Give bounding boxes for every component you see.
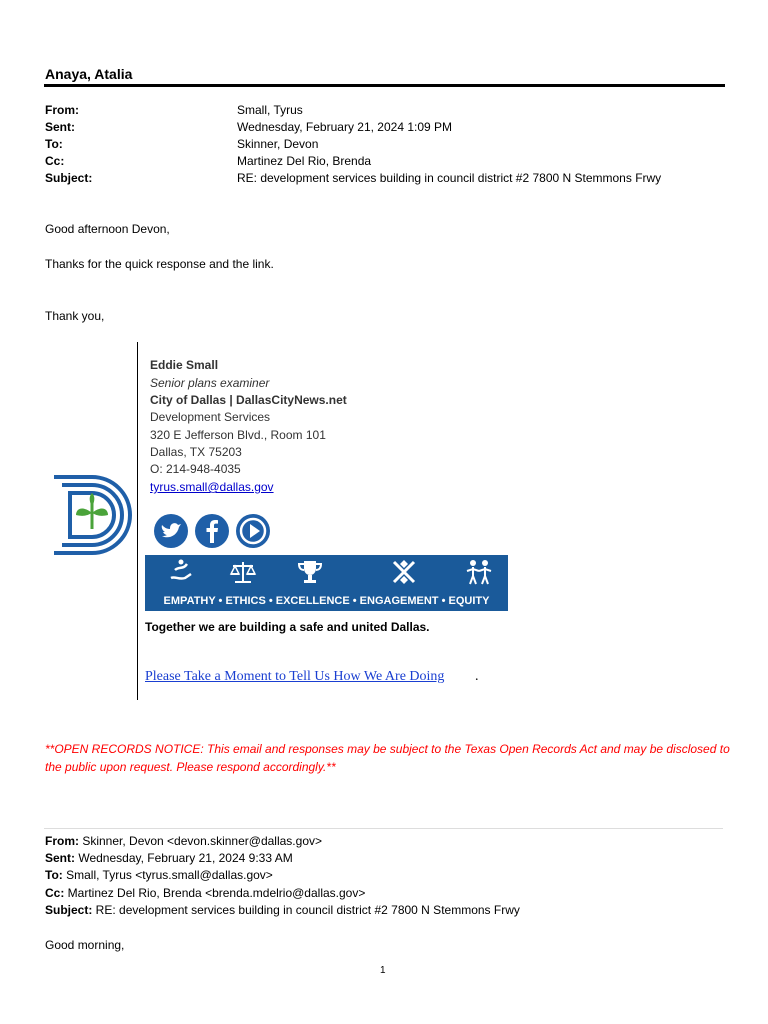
signature-address-2: Dallas, TX 75203 bbox=[150, 445, 242, 459]
equity-people-icon bbox=[465, 558, 493, 586]
values-banner bbox=[145, 555, 508, 611]
to-label: To: bbox=[45, 137, 63, 151]
fwd-subject-value: RE: development services building in council district #2 7800 N Stemmons Frwy bbox=[92, 903, 520, 917]
signature-dept: Development Services bbox=[150, 410, 271, 424]
engagement-icon bbox=[390, 558, 418, 586]
fwd-sent-line bbox=[45, 851, 293, 865]
twitter-icon[interactable] bbox=[153, 513, 189, 549]
fwd-from-line bbox=[45, 834, 322, 848]
subject-label: Subject: bbox=[45, 171, 93, 185]
fwd-subject-label: Subject: bbox=[45, 903, 93, 917]
signature-org: City of Dallas | DallasCityNews.net bbox=[150, 393, 347, 407]
signature-address-1: 320 E Jefferson Blvd., Room 101 bbox=[150, 428, 326, 442]
signature-tagline: Together we are building a safe and united Dallas. bbox=[145, 620, 430, 634]
signature-phone: O: 214-948-4035 bbox=[150, 462, 241, 476]
from-value: Small, Tyrus bbox=[237, 103, 303, 117]
excellence-trophy-icon bbox=[296, 558, 324, 586]
sender-header-name: Anaya, Atalia bbox=[45, 66, 133, 82]
fwd-to-line bbox=[45, 868, 273, 882]
survey-link[interactable]: Please Take a Moment to Tell Us How We Are Doing bbox=[145, 669, 445, 684]
youtube-icon[interactable] bbox=[235, 513, 271, 549]
closing: Thank you, bbox=[45, 309, 105, 323]
header-divider bbox=[44, 84, 725, 87]
signature-title: Senior plans examiner bbox=[150, 376, 270, 390]
values-banner-text: EMPATHY • ETHICS • EXCELLENCE • ENGAGEMENT • EQUITY bbox=[163, 595, 490, 607]
fwd-to-label: To: bbox=[45, 868, 63, 882]
subject-value: RE: development services building in council district #2 7800 N Stemmons Frwy bbox=[237, 171, 662, 185]
facebook-icon[interactable] bbox=[194, 513, 230, 549]
fwd-sent-label: Sent: bbox=[45, 851, 75, 865]
fwd-greeting: Good morning, bbox=[45, 938, 125, 952]
empathy-hands-icon bbox=[167, 558, 195, 586]
signature-divider bbox=[137, 342, 138, 700]
signature-name: Eddie Small bbox=[150, 358, 219, 372]
body-line: Thanks for the quick response and the link. bbox=[45, 257, 274, 271]
fwd-to-value: Small, Tyrus <tyrus.small@dallas.gov> bbox=[62, 868, 273, 882]
fwd-cc-value: Martinez Del Rio, Brenda <brenda.mdelrio@dallas.gov> bbox=[64, 886, 366, 900]
city-of-dallas-logo-icon bbox=[52, 473, 132, 557]
from-label: From: bbox=[45, 103, 79, 117]
fwd-subject-line bbox=[45, 903, 520, 917]
cc-label: Cc: bbox=[45, 154, 65, 168]
fwd-sent-value: Wednesday, February 21, 2024 9:33 AM bbox=[75, 851, 293, 865]
page-number: 1 bbox=[380, 965, 386, 976]
fwd-from-value: Skinner, Devon <devon.skinner@dallas.gov> bbox=[79, 834, 322, 848]
survey-link-period: . bbox=[475, 669, 479, 684]
open-records-notice: **OPEN RECORDS NOTICE: This email and responses may be subject to the Texas Open Records Act and may be disclosed to the public upon request. Please respond accordingly.** bbox=[45, 742, 730, 774]
fwd-cc-label: Cc: bbox=[45, 886, 65, 900]
fwd-from-label: From: bbox=[45, 834, 79, 848]
ethics-scales-icon bbox=[229, 558, 257, 586]
sent-label: Sent: bbox=[45, 120, 75, 134]
sent-value: Wednesday, February 21, 2024 1:09 PM bbox=[237, 120, 453, 134]
fwd-cc-line bbox=[45, 886, 365, 900]
greeting: Good afternoon Devon, bbox=[45, 222, 170, 236]
cc-value: Martinez Del Rio, Brenda bbox=[237, 154, 372, 168]
forwarded-divider bbox=[44, 828, 723, 829]
to-value: Skinner, Devon bbox=[237, 137, 319, 151]
signature-email-link[interactable]: tyrus.small@dallas.gov bbox=[150, 480, 274, 494]
